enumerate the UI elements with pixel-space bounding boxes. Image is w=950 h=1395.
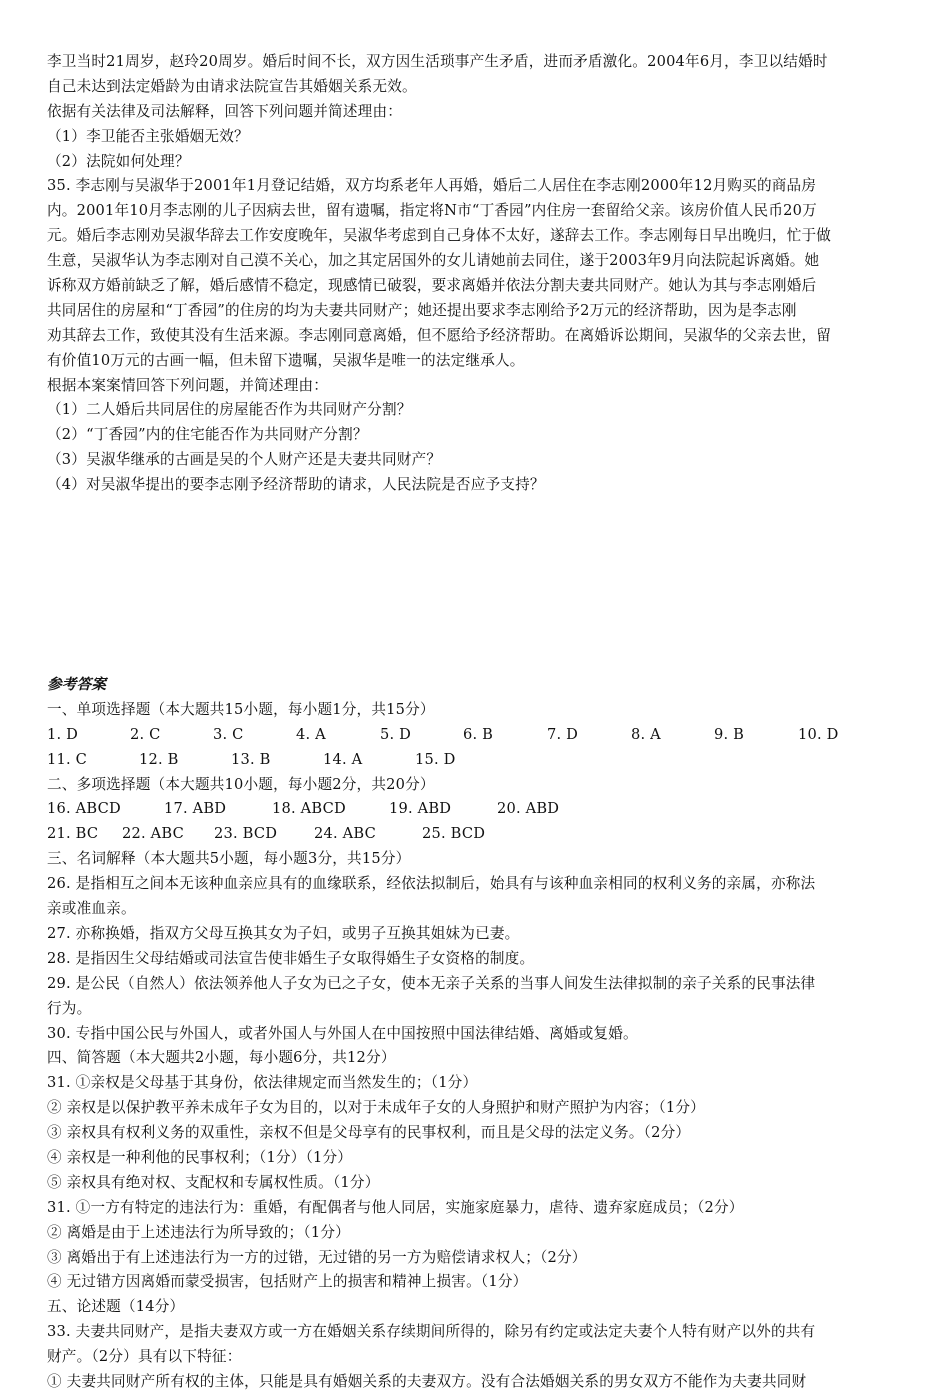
- answer-item: 20. ABD: [497, 800, 560, 818]
- answer-row: [47, 822, 909, 847]
- text-line: 李卫当时21周岁，赵玲20周岁。婚后时间不长，双方因生活琐事产生矛盾，进而矛盾激化。2004年6月，李卫以结婚时: [47, 53, 828, 70]
- text-line: 元。婚后李志刚劝吴淑华辞去工作安度晚年，吴淑华考虑到自己身体不太好，遂辞去工作。李志刚每日早出晚归，忙于做: [47, 227, 832, 245]
- text-line: ③ 亲权具有权利义务的双重性，亲权不但是父母享有的民事权利，而且是父母的法定义务。（2分）: [47, 1124, 691, 1142]
- question-line: （2）“丁香园”内的住宅能否作为共同财产分割？: [47, 426, 368, 444]
- answer-item: 15. D: [415, 750, 456, 768]
- section-title: 四、简答题（本大题共2小题，每小题6分，共12分）: [47, 1049, 396, 1067]
- answer-item: 8. A: [631, 725, 661, 743]
- question-line: （3）吴淑华继承的古画是吴的个人财产还是夫妻共同财产？: [47, 451, 442, 469]
- question-line: （1）二人婚后共同居住的房屋能否作为共同财产分割？: [47, 401, 412, 419]
- text-line: 27. 亦称换婚，指双方父母互换其女为子妇，或男子互换其姐妹为已妻。: [47, 924, 520, 942]
- section-title: 五、论述题（14分）: [47, 1298, 185, 1316]
- text-line: ④ 亲权是一种利他的民事权利；（1分）（1分）: [47, 1148, 353, 1166]
- answer-item: 25. BCD: [422, 825, 486, 843]
- answer-item: 1. D: [47, 725, 79, 743]
- answer-item: 4. A: [296, 725, 326, 743]
- answer-item: 9. B: [714, 725, 745, 743]
- answer-item: 10. D: [798, 725, 839, 743]
- case-34-continuation: [47, 50, 909, 174]
- text-line: 生意，吴淑华认为李志刚对自己漠不关心，加之其定居国外的女儿请她前去同住，遂于2003年9月向法院起诉离婚。她: [47, 252, 820, 270]
- text-line: 30. 专指中国公民与外国人，或者外国人与外国人在中国按照中国法律结婚、离婚或复婚。: [47, 1024, 638, 1042]
- answer-item: 19. ABD: [389, 800, 452, 818]
- case-35: [47, 174, 909, 498]
- text-line: 28. 是指因生父母结婚或司法宣告使非婚生子女取得婚生子女资格的制度。: [47, 949, 535, 967]
- text-line: ② 离婚是由于上述违法行为所导致的；（1分）: [47, 1223, 350, 1241]
- text-line: （1）李卫能否主张婚姻无效？: [47, 127, 249, 145]
- text-line: 行为。: [47, 999, 92, 1017]
- section-title: 一、单项选择题（本大题共15小题，每小题1分，共15分）: [47, 700, 435, 718]
- text-line: 有价值10万元的古画一幅，但未留下遗嘱，吴淑华是唯一的法定继承人。: [47, 351, 525, 369]
- answer-item: 6. B: [463, 725, 494, 743]
- answer-item: 5. D: [380, 725, 412, 743]
- answer-row: [47, 797, 909, 822]
- answers-heading: 参考答案: [47, 676, 107, 694]
- text-line: 依据有关法律及司法解释，回答下列问题并简述理由：: [47, 102, 403, 120]
- answer-item: 18. ABCD: [272, 800, 346, 818]
- answer-item: 21. BC: [47, 825, 99, 843]
- answer-item: 22. ABC: [122, 825, 184, 843]
- blank-space: [47, 498, 909, 673]
- answer-item: 16. ABCD: [47, 800, 121, 818]
- answer-item: 17. ABD: [164, 800, 227, 818]
- answer-item: 11. C: [47, 750, 88, 768]
- text-line: 35. 李志刚与吴淑华于2001年1月登记结婚，双方均系老年人再婚，婚后二人居住在李志刚2000年12月购买的商品房: [47, 177, 817, 195]
- answer-item: 13. B: [231, 750, 271, 768]
- section-title: 二、多项选择题（本大题共10小题，每小题2分，共20分）: [47, 775, 435, 793]
- text-line: 财产。（2分）具有以下特征：: [47, 1348, 242, 1366]
- text-line: 共同居住的房屋和“丁香园”的住房的均为夫妻共同财产；她还提出要求李志刚给予2万元的经济帮助，因为是李志刚: [47, 301, 797, 319]
- text-line: 33. 夫妻共同财产，是指夫妻双方或一方在婚姻关系存续期间所得的，除另有约定或法定夫妻个人特有财产以外的共有: [47, 1323, 816, 1341]
- text-line: 亲或准血亲。: [47, 900, 136, 918]
- text-line: ⑤ 亲权具有绝对权、支配权和专属权性质。（1分）: [47, 1173, 380, 1191]
- answer-item: 23. BCD: [214, 825, 278, 843]
- text-line: 29. 是公民（自然人）依法领养他人子女为已之子女，使本无亲子关系的当事人间发生法律拟制的亲子关系的民事法律: [47, 974, 816, 992]
- answer-item: 2. C: [130, 725, 161, 743]
- text-line: 根据本案案情回答下列问题，并简述理由：: [47, 376, 329, 394]
- answer-item: 7. D: [547, 725, 579, 743]
- text-line: （2）法院如何处理？: [47, 152, 190, 170]
- text-line: 内。2001年10月李志刚的儿子因病去世，留有遗嘱，指定将N市“丁香园”内住房一套留给父亲。该房价值人民币20万: [47, 202, 817, 220]
- text-line: ② 亲权是以保护教平养未成年子女为目的，以对于未成年子女的人身照护和财产照护为内容；（1分）: [47, 1099, 705, 1117]
- answer-row: [47, 748, 909, 773]
- text-line: ③ 离婚出于有上述违法行为一方的过错，无过错的另一方为赔偿请求权人；（2分）: [47, 1248, 587, 1266]
- answer-item: 3. C: [213, 725, 244, 743]
- text-line: 31. ①亲权是父母基于其身份，依法律规定而当然发生的；（1分）: [47, 1074, 478, 1092]
- text-line: ① 夫妻共同财产所有权的主体，只能是具有婚姻关系的夫妻双方。没有合法婚姻关系的男女双方不能作为夫妻共同财: [47, 1372, 807, 1390]
- text-line: 26. 是指相互之间本无该种血亲应具有的血缘联系，经依法拟制后，始具有与该种血亲相同的权利义务的亲属，亦称法: [47, 875, 816, 893]
- answer-item: 14. A: [323, 750, 363, 768]
- text-line: 诉称双方婚前缺乏了解，婚后感情不稳定，现感情已破裂，要求离婚并依法分割夫妻共同财产。她认为其与李志刚婚后: [47, 277, 817, 295]
- section-title: 三、名词解释（本大题共5小题，每小题3分，共15分）: [47, 850, 411, 868]
- text-line: 自己未达到法定婚龄为由请求法院宣告其婚姻关系无效。: [47, 77, 417, 95]
- document-page: [47, 50, 909, 1395]
- question-line: （4）对吴淑华提出的要李志刚予经济帮助的请求，人民法院是否应予支持？: [47, 476, 545, 494]
- answer-item: 24. ABC: [314, 825, 376, 843]
- answer-item: 12. B: [139, 750, 179, 768]
- text-line: ④ 无过错方因离婚而蒙受损害，包括财产上的损害和精神上损害。（1分）: [47, 1273, 528, 1291]
- text-line: 劝其辞去工作，致使其没有生活来源。李志刚同意离婚，但不愿给予经济帮助。在离婚诉讼期间，吴淑华的父亲去世，留: [47, 326, 832, 344]
- text-line: 31. ①一方有特定的违法行为：重婚，有配偶者与他人同居，实施家庭暴力，虐待、遗弃家庭成员；（2分）: [47, 1198, 744, 1216]
- answer-row: [47, 723, 909, 748]
